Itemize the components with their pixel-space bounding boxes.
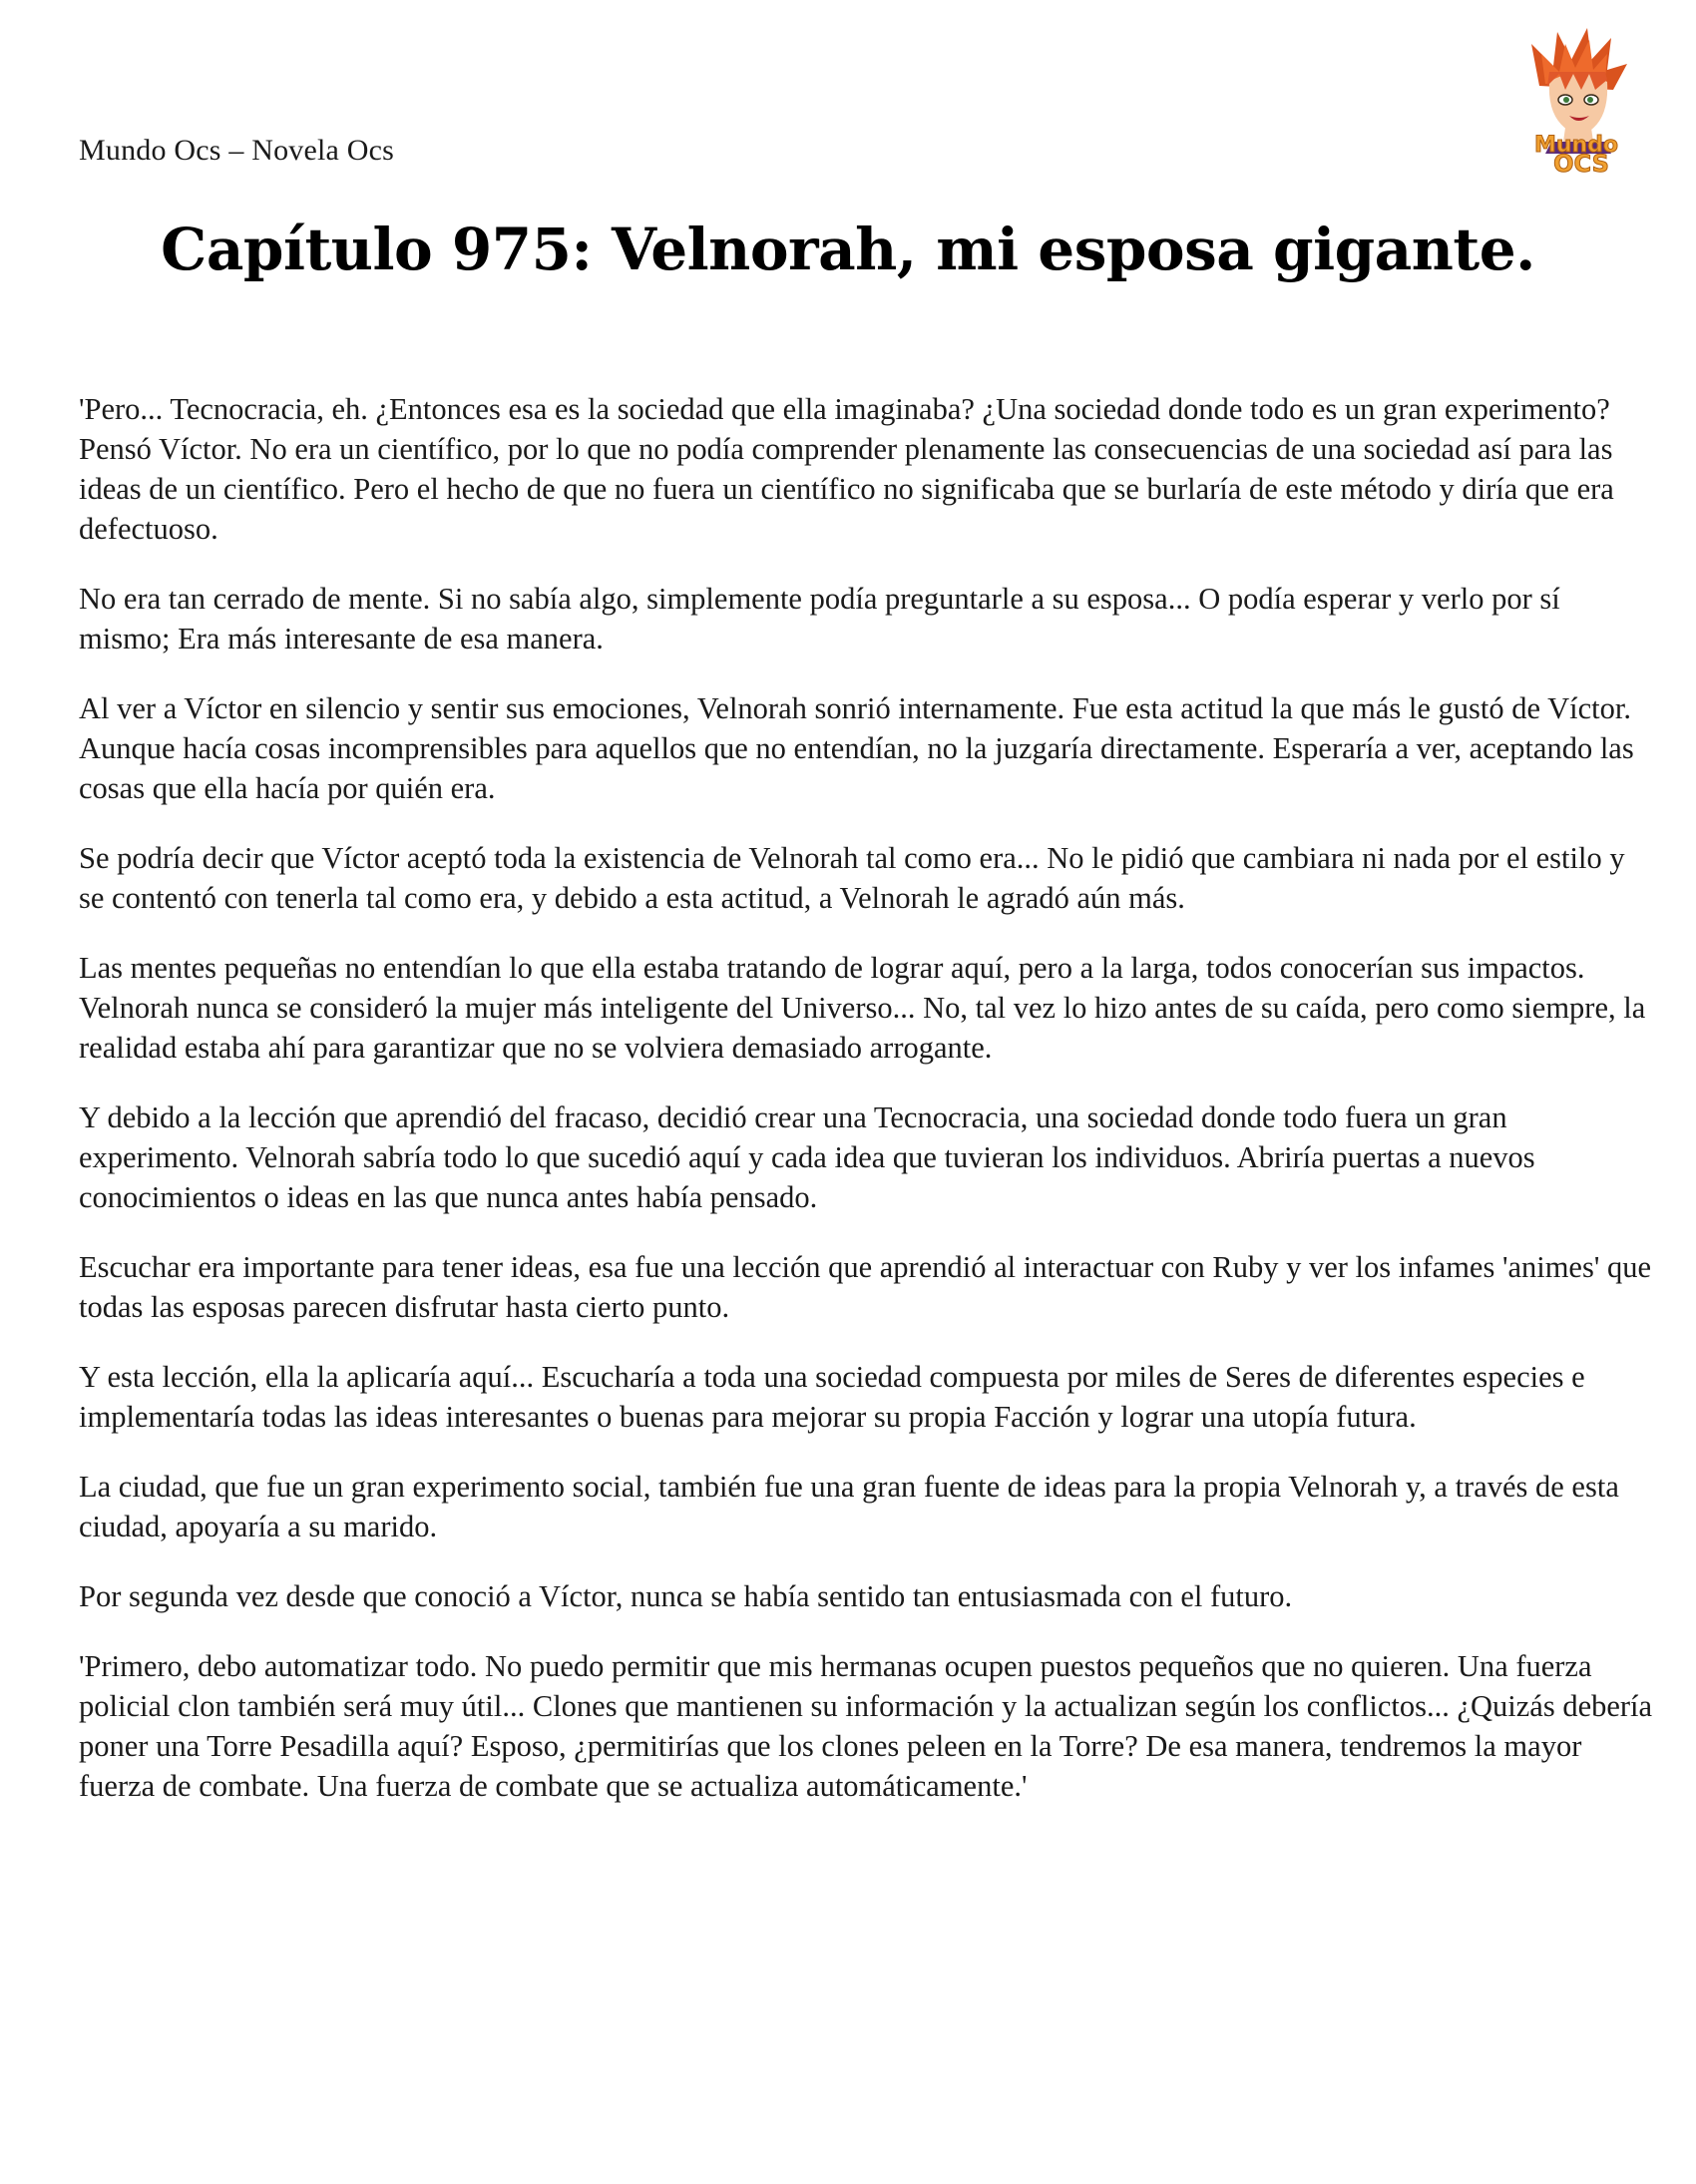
paragraph: 'Pero... Tecnocracia, eh. ¿Entonces esa es la sociedad que ella imaginaba? ¿Una sociedad donde todo es un gran experimento? Pensó Víctor. No era un científico, por lo que no podía comprender plenamente las consecuencias de una sociedad así para las ideas de un científico. Pero el hecho de que no fuera un científico no significaba que se burlaría de este método y diría que era defectuoso. [79, 392, 1614, 546]
paragraph: Las mentes pequeñas no entendían lo que ella estaba tratando de lograr aquí, pero a la larga, todos conocerían sus impactos. Velnorah nunca se consideró la mujer más inteligente del Universo... No, tal vez lo hizo antes de su caída, pero como siempre, la realidad estaba ahí para garantizar que no se volviera demasiado arrogante. [79, 951, 1646, 1065]
paragraph: No era tan cerrado de mente. Si no sabía algo, simplemente podía preguntarle a su esposa... O podía esperar y verlo por sí mismo; Era más interesante de esa manera. [79, 582, 1560, 655]
paragraph: La ciudad, que fue un gran experimento social, también fue una gran fuente de ideas para la propia Velnorah y, a través de esta ciudad, apoyaría a su marido. [79, 1470, 1619, 1543]
paragraph: Se podría decir que Víctor aceptó toda la existencia de Velnorah tal como era... No le pidió que cambiara ni nada por el estilo y se contentó con tenerla tal como era, y debido a esta actitud, a Velnorah le agradó aún más. [79, 841, 1625, 915]
chapter-title: Capítulo 975: Velnorah, mi esposa gigante. [161, 216, 1535, 283]
paragraph: Al ver a Víctor en silencio y sentir sus emociones, Velnorah sonrió internamente. Fue esta actitud la que más le gustó de Víctor. Aunque hacía cosas incomprensibles para aquellos que no entendían, no la juzgaría directamente. Esperaría a ver, aceptando las cosas que ella hacía por quién era. [79, 691, 1634, 805]
chapter-body [79, 389, 1655, 1836]
mundo-ocs-logo [1501, 24, 1651, 174]
paragraph: Y esta lección, ella la aplicaría aquí... Escucharía a toda una sociedad compuesta por miles de Seres de diferentes especies e implementaría todas las ideas interesantes o buenas para mejorar su propia Facción y lograr una utopía futura. [79, 1360, 1585, 1434]
paragraph: Escuchar era importante para tener ideas, esa fue una lección que aprendió al interactuar con Ruby y ver los infames 'animes' que todas las esposas parecen disfrutar hasta cierto punto. [79, 1250, 1651, 1324]
logo-text-bottom: OCS [1553, 150, 1609, 174]
paragraph: 'Primero, debo automatizar todo. No puedo permitir que mis hermanas ocupen puestos pequeños que no quieren. Una fuerza policial clon también será muy útil... Clones que mantienen su información y la actualizan según los conflictos... ¿Quizás debería poner una Torre Pesadilla aquí? Esposo, ¿permitirías que los clones peleen en la Torre? De esa manera, tendremos la mayor fuerza de combate. Una fuerza de combate que se actualiza automáticamente.' [79, 1649, 1653, 1803]
logo-text-top: Mundo [1533, 133, 1619, 158]
paragraph: Y debido a la lección que aprendió del fracaso, decidió crear una Tecnocracia, una sociedad donde todo fuera un gran experimento. Velnorah sabría todo lo que sucedió aquí y cada idea que tuvieran los individuos. Abriría puertas a nuevos conocimientos o ideas en las que nunca antes había pensado. [79, 1100, 1535, 1214]
paragraph: Por segunda vez desde que conoció a Víctor, nunca se había sentido tan entusiasmada con el futuro. [79, 1579, 1293, 1613]
source-header: Mundo Ocs – Novela Ocs [79, 134, 395, 167]
